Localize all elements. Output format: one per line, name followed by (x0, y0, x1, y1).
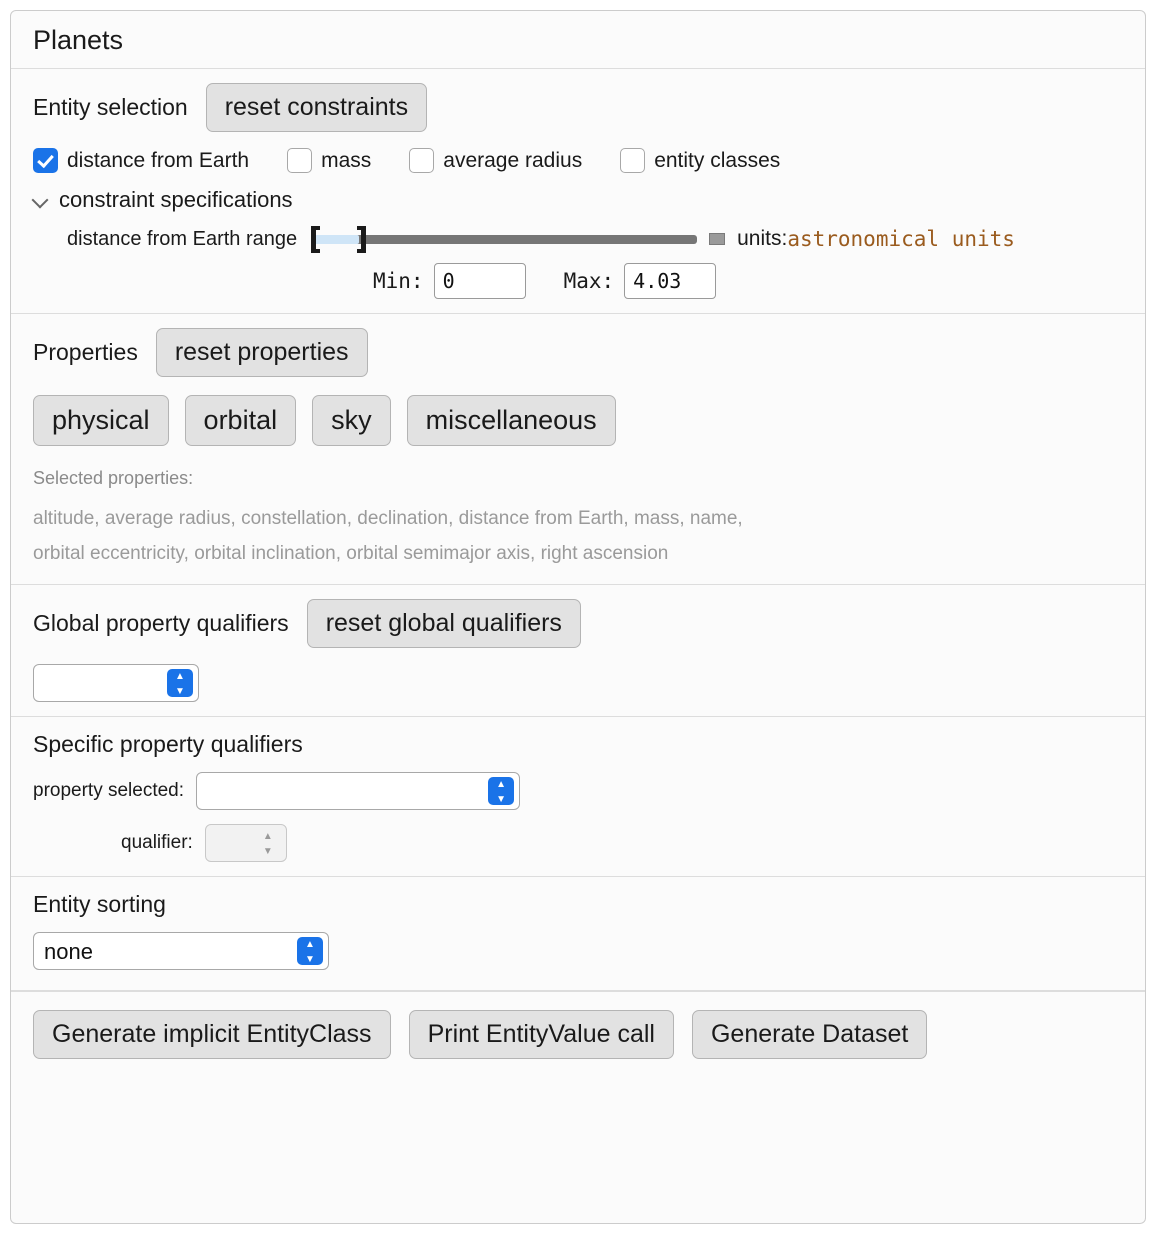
planets-panel (10, 10, 1146, 1224)
qualifier-label: qualifier: (121, 831, 193, 853)
selected-properties-line-2: orbital eccentricity, orbital inclination, orbital semimajor axis, right ascension (33, 543, 669, 565)
property-category-buttons (33, 395, 1123, 446)
units-value: astronomical units (787, 227, 1015, 251)
checkbox-item-distance-from-earth[interactable] (33, 148, 249, 173)
qualifier-row (33, 824, 1123, 862)
property-selected-select[interactable] (196, 772, 520, 810)
entity-sorting-select[interactable] (33, 932, 329, 970)
properties-label: Properties (33, 339, 138, 365)
global-qualifiers-label: Global property qualifiers (33, 609, 289, 636)
max-input[interactable] (624, 263, 716, 299)
entity-sorting-select-row (33, 932, 1123, 976)
slider-handle-max[interactable] (361, 226, 366, 253)
global-qualifier-select[interactable] (33, 664, 199, 702)
entity-selection-header (33, 83, 1123, 132)
chevron-updown-icon[interactable] (488, 777, 514, 805)
generate-implicit-entityclass-button[interactable]: Generate implicit EntityClass (33, 1010, 391, 1059)
property-category-miscellaneous[interactable]: miscellaneous (407, 395, 616, 446)
checkbox-icon[interactable] (409, 148, 434, 173)
checkbox-label: mass (321, 148, 372, 172)
entity-sorting-label: Entity sorting (33, 890, 166, 917)
reset-properties-button[interactable]: reset properties (156, 328, 368, 377)
reset-constraints-button[interactable]: reset constraints (206, 83, 427, 132)
checkbox-item-mass[interactable] (287, 148, 371, 173)
chevron-updown-icon[interactable] (167, 669, 193, 697)
entity-selection-section (11, 69, 1145, 314)
specific-qualifiers-section (11, 717, 1145, 877)
chevron-down-icon[interactable] (33, 192, 49, 208)
checkbox-label: average radius (443, 148, 583, 172)
chevron-updown-icon[interactable] (297, 937, 323, 965)
generate-dataset-button[interactable]: Generate Dataset (692, 1010, 927, 1059)
min-max-row (33, 263, 1123, 299)
distance-range-slider[interactable] (311, 235, 697, 244)
properties-section (11, 314, 1145, 585)
distance-range-row (33, 227, 1123, 251)
checkbox-label: distance from Earth (67, 148, 250, 172)
page-title: Planets (11, 11, 1145, 69)
constraint-specifications-disclosure[interactable] (33, 187, 1123, 213)
global-qualifiers-section (11, 585, 1145, 717)
property-selected-label: property selected: (33, 779, 185, 801)
print-entityvalue-call-button[interactable]: Print EntityValue call (409, 1010, 674, 1059)
checkbox-label: entity classes (654, 148, 781, 172)
selected-properties-line-1: altitude, average radius, constellation, declination, distance from Earth, mass, name, (33, 508, 743, 529)
checkbox-icon[interactable] (33, 148, 58, 173)
checkbox-item-average-radius[interactable] (409, 148, 582, 173)
properties-header (33, 328, 1123, 377)
property-selected-value (197, 773, 519, 785)
global-qualifiers-header (33, 599, 1123, 648)
constraint-specifications-label: constraint specifications (59, 187, 293, 212)
distance-range-label: distance from Earth range (67, 227, 298, 250)
min-input[interactable] (434, 263, 526, 299)
specific-qualifiers-label: Specific property qualifiers (33, 730, 303, 757)
reset-global-qualifiers-button[interactable]: reset global qualifiers (307, 599, 581, 648)
units-label: units: (737, 227, 788, 250)
checkbox-item-entity-classes[interactable] (620, 148, 780, 173)
property-category-sky[interactable]: sky (312, 395, 391, 446)
max-label: Max: (563, 269, 615, 293)
property-selected-row (33, 772, 1123, 810)
slider-handle-min[interactable] (311, 226, 316, 253)
min-label: Min: (373, 269, 424, 293)
property-category-orbital[interactable]: orbital (185, 395, 297, 446)
checkbox-icon[interactable] (620, 148, 645, 173)
entity-sorting-section (11, 877, 1145, 991)
entity-checkbox-row (33, 148, 1123, 173)
entity-selection-label: Entity selection (33, 94, 188, 120)
checkbox-icon[interactable] (287, 148, 312, 173)
global-qualifier-select-row (33, 664, 1123, 702)
actions-bar (11, 991, 1145, 1079)
qualifier-select[interactable] (205, 824, 287, 862)
slider-resize-grip-icon[interactable] (709, 233, 725, 245)
selected-properties-title: Selected properties: (33, 468, 194, 488)
entity-sorting-value: none (44, 938, 93, 964)
slider-selected-range (313, 235, 359, 244)
chevron-updown-icon[interactable] (255, 829, 281, 857)
property-category-physical[interactable]: physical (33, 395, 169, 446)
